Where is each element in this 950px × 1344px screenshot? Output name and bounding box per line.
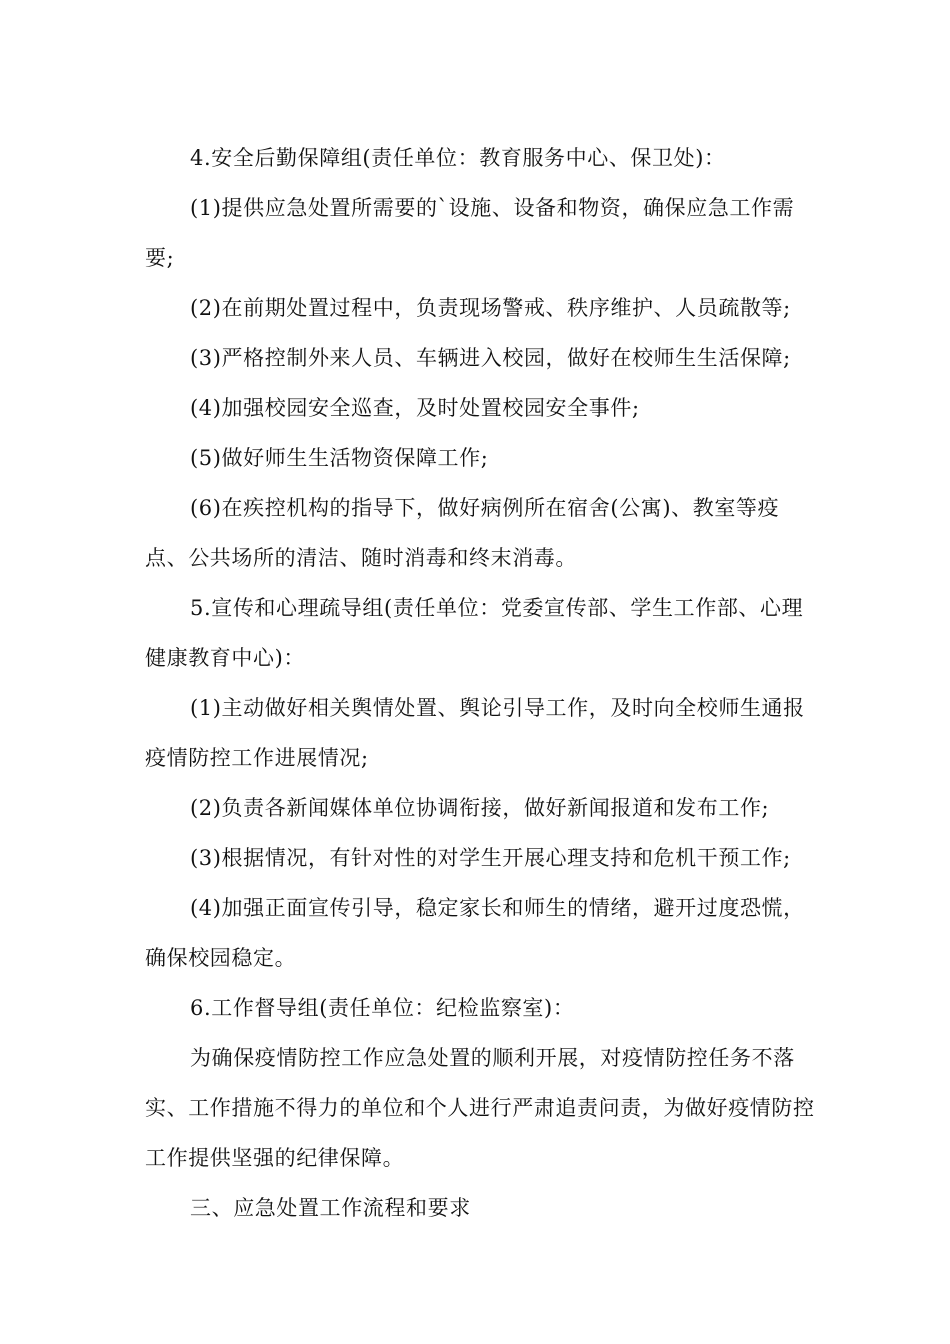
paragraph-security-logistics-heading: 4.安全后勤保障组(责任单位：教育服务中心、保卫处)：	[190, 146, 726, 170]
paragraph-logistics-item-6: (6)在疾控机构的指导下，做好病例所在宿舍(公寓)、教室等疫点、公共场所的清洁、随时消毒和终末消毒。	[145, 496, 780, 570]
paragraph-logistics-item-1: (1)提供应急处置所需要的`设施、设备和物资，确保应急工作需要;	[145, 196, 795, 270]
paragraph-logistics-item-5: (5)做好师生生活物资保障工作;	[190, 446, 489, 470]
paragraph-supervision-body: 为确保疫情防控工作应急处置的顺利开展，对疫情防控任务不落实、工作措施不得力的单位和个人进行严肃追责问责，为做好疫情防控工作提供坚强的纪律保障。	[145, 1046, 815, 1170]
paragraph-publicity-item-2: (2)负责各新闻媒体单位协调衔接，做好新闻报道和发布工作;	[190, 796, 770, 820]
paragraph-publicity-heading: 5.宣传和心理疏导组(责任单位：党委宣传部、学生工作部、心理健康教育中心)：	[145, 596, 804, 670]
section-heading-procedures: 三、应急处置工作流程和要求	[190, 1196, 471, 1220]
paragraph-publicity-item-3: (3)根据情况，有针对性的对学生开展心理支持和危机干预工作;	[190, 846, 791, 870]
paragraph-publicity-item-1: (1)主动做好相关舆情处置、舆论引导工作，及时向全校师生通报疫情防控工作进展情况;	[145, 696, 805, 770]
paragraph-logistics-item-4: (4)加强校园安全巡查，及时处置校园安全事件;	[190, 396, 640, 420]
paragraph-publicity-item-4: (4)加强正面宣传引导，稳定家长和师生的情绪，避开过度恐慌，确保校园稳定。	[145, 896, 805, 970]
paragraph-logistics-item-3: (3)严格控制外来人员、车辆进入校园，做好在校师生生活保障;	[190, 346, 791, 370]
paragraph-supervision-heading: 6.工作督导组(责任单位：纪检监察室)：	[190, 996, 575, 1020]
paragraph-logistics-item-2: (2)在前期处置过程中，负责现场警戒、秩序维护、人员疏散等;	[190, 296, 791, 320]
document-body	[145, 133, 817, 1233]
